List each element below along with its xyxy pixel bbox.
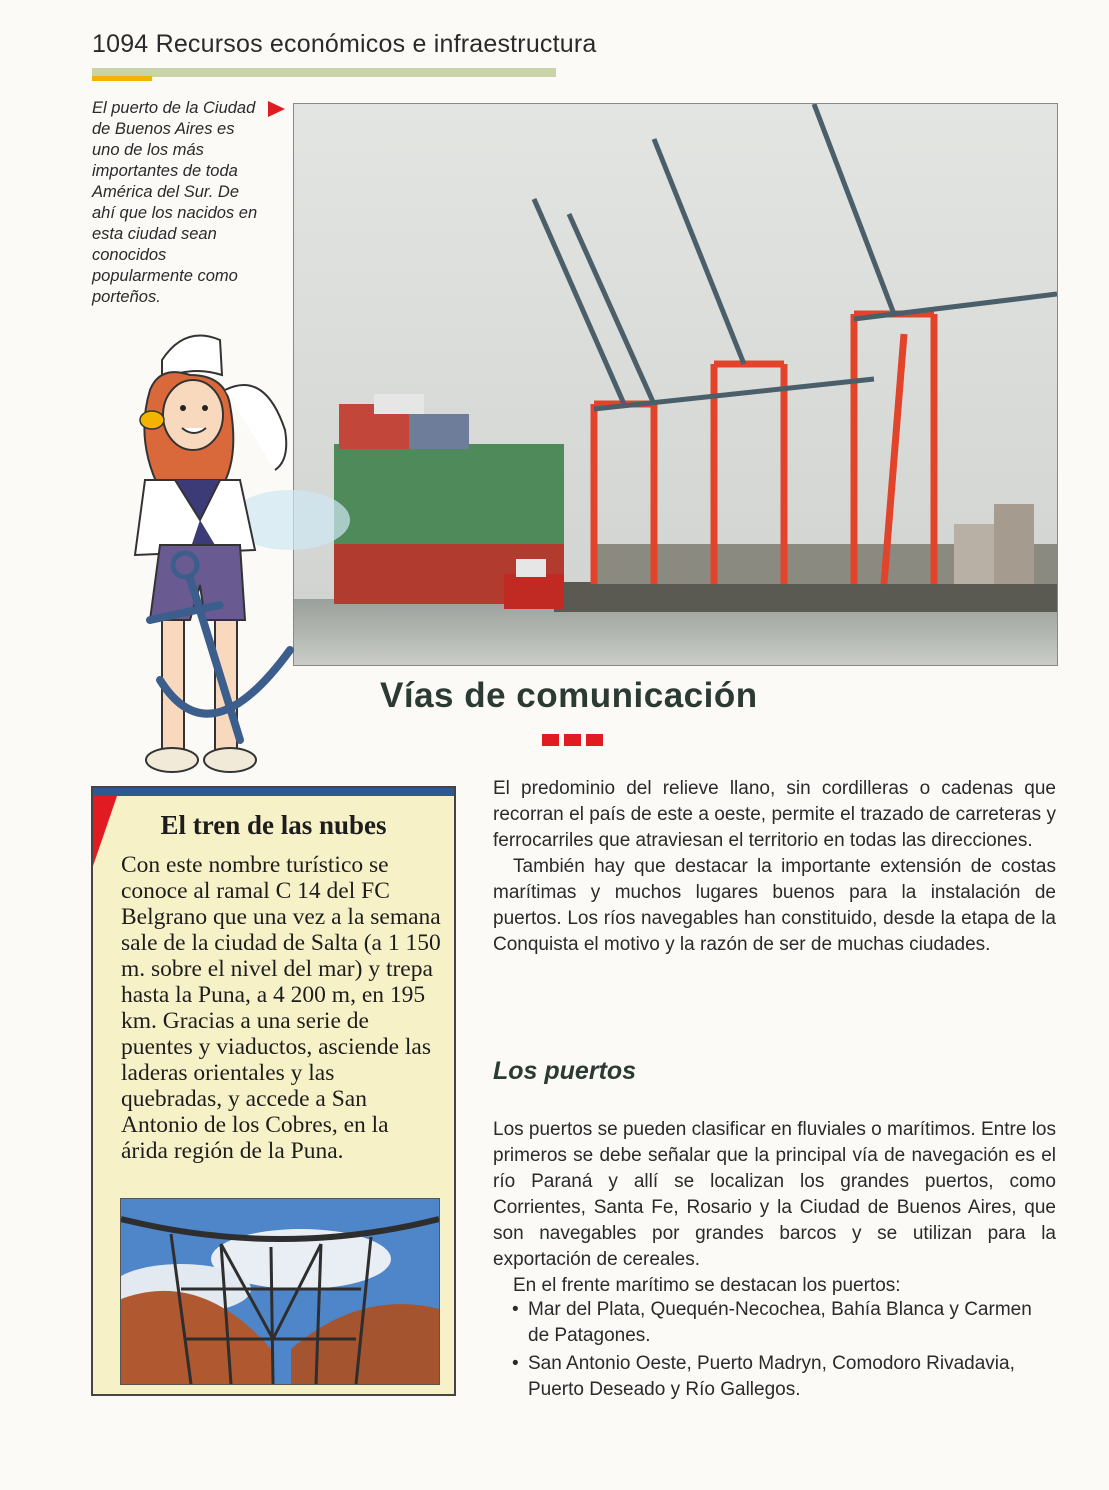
page-number: 1094	[92, 30, 149, 58]
list-item: • Mar del Plata, Quequén-Necochea, Bahía Blanca y Carmen de Patagones.	[508, 1297, 1056, 1349]
viaduct-photo	[120, 1198, 440, 1385]
page-header	[92, 30, 597, 59]
port-photo	[293, 103, 1058, 666]
section-title: Vías de comunicación	[380, 676, 758, 715]
body-text-block-2	[493, 1117, 1056, 1299]
paragraph-relieve: El predominio del relieve llano, sin cordilleras o cadenas que recorran el país de este a oeste, permite el trazado de carreteras y ferrocarriles que atraviesan el territorio en todas las direcciones.	[493, 778, 1056, 851]
subsection-title: Los puertos	[493, 1057, 637, 1085]
info-box	[91, 786, 456, 1396]
chapter-title: Recursos económicos e infraestructura	[155, 30, 597, 58]
section-title-decoration	[542, 733, 608, 751]
list-item: • San Antonio Oeste, Puerto Madryn, Comodoro Rivadavia, Puerto Deseado y Río Gallegos.	[508, 1351, 1056, 1403]
photo-caption: El puerto de la Ciudad de Buenos Aires es uno de los más importantes de toda América del Sur. De ahí que los nacidos en esta ciudad sean conocidos popularmente como porteños.	[92, 99, 258, 306]
paragraph-costas: También hay que destacar la importante extensión de costas marítimas y muchos lugares buenos para la instalación de puertos. Los ríos navegables han constituido, desde la etapa de la Conquista el motivo y la razón de ser de muchas ciudades.	[493, 856, 1056, 955]
body-text-block-1	[493, 776, 1056, 958]
sailor-girl-illustration	[90, 320, 350, 790]
ports-list	[508, 1297, 1056, 1405]
info-box-title: El tren de las nubes	[160, 810, 387, 840]
paragraph-frente-maritimo: En el frente marítimo se destacan los puertos:	[513, 1275, 901, 1296]
info-box-text: Con este nombre turístico se conoce al ramal C 14 del FC Belgrano que una vez a la semana sale de la ciudad de Salta (a 1 150 m. sobre el nivel del mar) y trepa hasta la Puna, a 4 200 m, en 195 km. Gracias a una serie de puentes y viaductos, asciende las laderas orientales y las quebradas, y accede a San Antonio de los Cobres, en la árida región de la Puna.	[121, 852, 441, 1164]
header-rule	[92, 68, 556, 77]
header-rule-accent	[92, 76, 152, 81]
paragraph-puertos: Los puertos se pueden clasificar en fluviales o marítimos. Entre los primeros se debe señalar que la principal vía de navegación es el río Paraná y allí se localizan los grandes puertos, como Corrientes, Santa Fe, Rosario y la Ciudad de Buenos Aires, que son navegables por grandes barcos y se utilizan para la exportación de cereales.	[493, 1119, 1056, 1270]
caption-pointer-icon	[268, 101, 285, 117]
info-box-top-bar	[93, 788, 454, 796]
